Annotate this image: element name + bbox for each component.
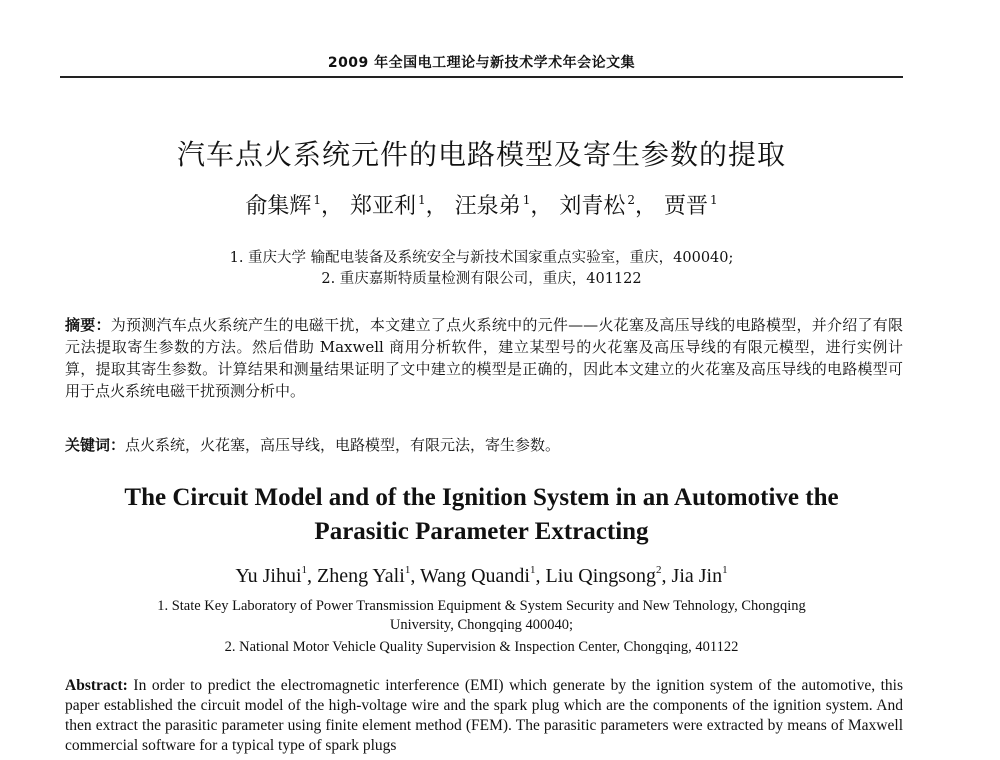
cn-author-affil-mark: 1 <box>313 193 321 207</box>
english-authors <box>60 564 903 588</box>
en-author-name: Jia Jin <box>671 565 723 587</box>
en-author-separator: , <box>661 565 672 587</box>
chinese-abstract-text: 为预测汽车点火系统产生的电磁干扰，本文建立了点火系统中的元件——火花塞及高压导线的电路模型，并介绍了有限元法提取寄生参数的方法。然后借助 Maxwell 商用分析软件，建立某型号的火花塞及高压导线的有限元模型，进行实例计算，提取其寄生参数。计算结果和测量结果证明了文中建立的模型是正确的，因此本文建立的火花塞及高压导线的电路模型可用于点火系统电磁干扰预测分析中。 <box>65 316 903 400</box>
english-title-line-1: The Circuit Model and of the Ignition System in an Automotive the <box>124 484 839 511</box>
chinese-affiliation-1: 1. 重庆大学 输配电装备及系统安全与新技术国家重点实验室，重庆，400040; <box>229 250 734 266</box>
cn-author-affil-mark: 1 <box>522 193 531 207</box>
header-rule <box>60 76 903 78</box>
cn-author-name: 刘青松 <box>559 194 626 219</box>
chinese-keywords-text: 点火系统，火花塞，高压导线，电路模型，有限元法，寄生参数。 <box>125 436 561 454</box>
cn-author-name: 汪泉弟 <box>454 194 521 219</box>
cn-author-name: 贾晋 <box>664 194 709 219</box>
cn-author-separator: ， <box>320 194 343 219</box>
en-author-affil-mark: 1 <box>301 564 308 576</box>
cn-author-separator: ， <box>530 194 553 219</box>
chinese-title: 汽车点火系统元件的电路模型及寄生参数的提取 <box>176 138 786 171</box>
cn-author-separator: ， <box>425 194 448 219</box>
english-abstract-label: Abstract: <box>65 677 128 694</box>
cn-author-name: 俞集辉 <box>245 194 312 219</box>
en-author-separator: , <box>535 565 546 587</box>
chinese-abstract-label: 摘要： <box>65 316 111 334</box>
chinese-authors <box>60 189 903 220</box>
english-affiliation-2: 2. National Motor Vehicle Quality Supervision & Inspection Center, Chongqing, 401122 <box>224 639 739 655</box>
cn-author-affil-mark: 2 <box>627 193 635 207</box>
en-author-affil-mark: 1 <box>529 564 536 576</box>
en-author-name: Liu Qingsong <box>545 565 657 587</box>
chinese-keywords-label: 关键词： <box>65 436 126 454</box>
english-affiliation-1-line-2: University, Chongqing 400040; <box>389 617 574 633</box>
en-author-affil-mark: 1 <box>404 564 411 576</box>
proceedings-header: 2009 年全国电工理论与新技术学术年会论文集 <box>327 55 636 71</box>
en-author-separator: , <box>307 565 318 587</box>
en-author-affil-mark: 1 <box>722 564 728 576</box>
en-author-name: Wang Quandi <box>419 565 530 587</box>
english-affiliation-1-line-1: 1. State Key Laboratory of Power Transmission Equipment & System Security and New Tehnology, Chongqing <box>157 598 806 614</box>
english-abstract-text: In order to predict the electromagnetic interference (EMI) which generate by the ignition system of the automotive, this paper established the circuit model of the high-voltage wire and the spark plug which are the components of the ignition system. And then extract the parasitic parameter using finite element method (FEM). The parasitic parameters were extracted by means of Maxwell commercial software for a typical type of spark plugs <box>65 677 903 754</box>
en-author-separator: , <box>410 565 420 587</box>
english-affiliation-1 <box>60 597 903 635</box>
cn-author-affil-mark: 1 <box>418 193 426 207</box>
english-abstract <box>65 676 903 760</box>
chinese-abstract <box>65 314 903 402</box>
chinese-keywords <box>65 434 903 455</box>
en-author-name: Yu Jihui <box>235 565 302 587</box>
english-title-line-2: Parasitic Parameter Extracting <box>314 518 649 545</box>
cn-author-separator: ， <box>635 194 658 219</box>
cn-author-name: 郑亚利 <box>350 194 417 219</box>
cn-author-affil-mark: 1 <box>710 193 718 207</box>
en-author-affil-mark: 2 <box>656 564 662 576</box>
en-author-name: Zheng Yali <box>317 565 405 587</box>
chinese-affiliation-2: 2. 重庆嘉斯特质量检测有限公司，重庆，401122 <box>321 271 642 287</box>
english-title <box>60 481 903 549</box>
